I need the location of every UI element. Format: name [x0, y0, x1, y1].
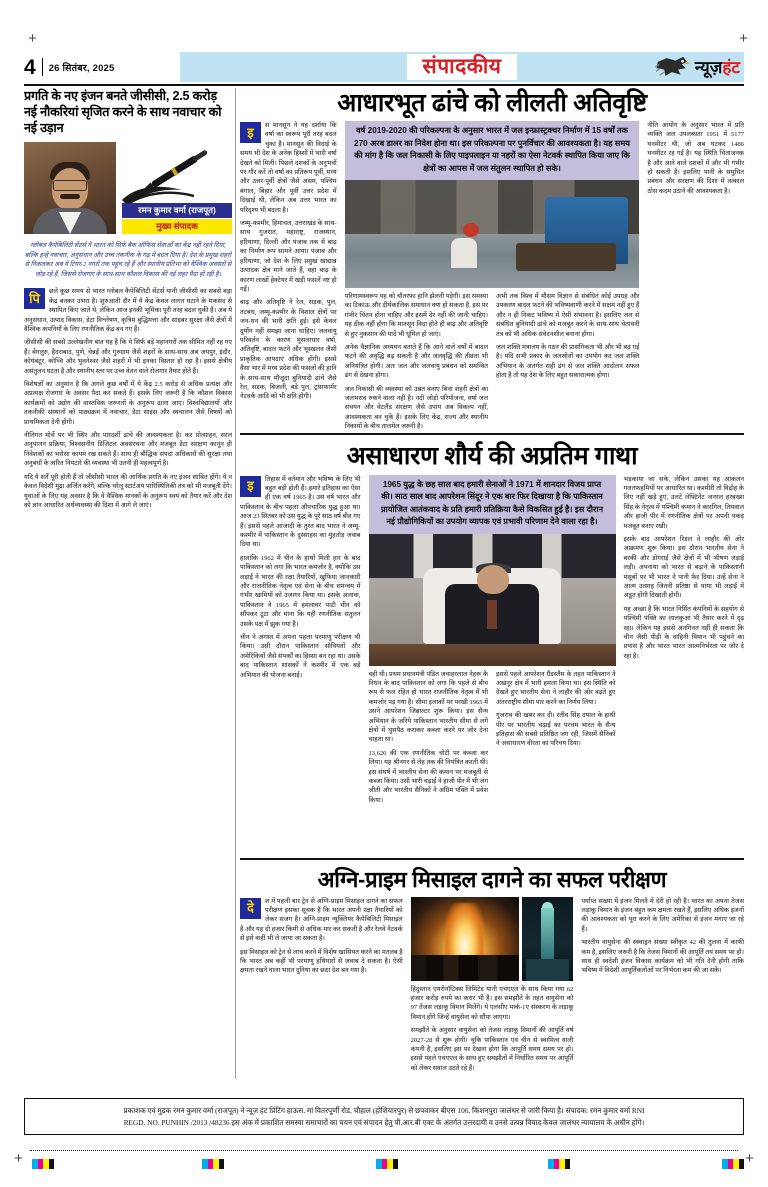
portrait-glasses [53, 180, 87, 191]
article3-paragraph: हिंदुस्तान एयरोनॉटिक्स लिमिटेड यानी एचएएल के साथ किया गया 62 हजार करोड़ रुपये का करार भी है। इस समझौते के तहत वायुसेना को 97 तेजस लड़ाकू विमान मिलेंगे। ये एलसीए मार्क-1ए संस्करण के लड़ाकू विमान होंगे जिन्हें वायुसेना को सौंपा जाएगा। [410, 985, 574, 1021]
article1-paragraph: परिणामस्वरूप यह को चौतरफा हानि झेलनी पड़ेगी। इस समस्या का टिकाऊ और दीर्घकालिक समाधान क्या हो सकता है, इस पर गंभीर चिंतन होना चाहिए और इसमें देर नहीं की जानी चाहिए। यह ठीक नहीं होगा कि मानसून विदा होते ही बाढ़ और अतिवृष्टि से हुए नुकसान की यादें भी धूमिल हो जाएं। [344, 293, 489, 338]
imprint-regd-no: REGD. NO. PUNHIN /2013 /48236 [123, 1117, 230, 1127]
article1-intro: वर्ष 2019-2020 की परिकल्पना के अनुसार भारत में जल इन्फ्रास्ट्रक्चर निर्माण में 15 वर्षों तक 270 अरब डालर का निवेश होना था। इस परिकल्पना पर पुनर्विचार की आवश्यकता है। यह समय की मांग है कि जल निकासी के लिए पाइपलाइन या नहरों का ऐसा नेटवर्क स्थापित किया जाए कि क्षेत्रों का आपस में जल संतुलन स्थापित हो सके। [345, 121, 640, 180]
article1-paragraph: बाढ़ और अतिवृष्टि ने रेल, सड़क, पुल, तटबंध, जम्मू-कश्मीर के विशाल क्षेत्रों पर जन-धन की भारी क्षति हुई। इसे केवल दुर्योग नहीं समझा जाना चाहिए। जलवायु परिवर्तन के कारण मूसलाधार वर्षा, अतिवृष्टि, बादल फटने और भूस्खलन जैसी प्राकृतिक आपदाएं अधिक होंगी। इससे वैसा भार में मध्य प्रदेश की फसलों की हानि के साथ-साथ मौजूदा बुनियादी ढांचे जैसे रेल, सड़क, बिजली, बड़े पुल, ट्रांसफार्मर नेटवर्क आदि को भी क्षति होगी। [240, 299, 337, 401]
article3-paragraph-text: श में पहली बार ट्रेन से अग्नि-प्राइम मिसाइल दागने का सफल परीक्षण इसका सूचक है कि भारत अपनी रक्षा तैयारियों को लेकर सजग है। अग्नि-प्राइम न्यूक्लियर कैपेबिलिटी मिसाइल है और यह दो हजार किमी से अधिक मार कर सकती है और रेलवे नेटवर्क से इसे कहीं भी ले जाया जा सकता है। [240, 897, 403, 943]
photo-tie [487, 600, 497, 629]
drop-cap: इ [240, 122, 261, 143]
editorial-paragraph: विशेषज्ञों का अनुमान है कि अगले कुछ वर्षों में ये केंद्र 2.5 करोड़ से अधिक प्रत्यक्ष और अप्रत्यक्ष रोजगार के अवसर पैदा कर सकते हैं। इसके लिए जरूरी है कि कौशल विकास कार्यक्रमों को उद्योग की वास्तविक जरूरतों के अनुरूप ढाला जाए। विश्वविद्यालयों और तकनीकी संस्थानों को पाठ्यक्रम में नवाचार, डेटा साइंस और स्वचालन जैसे विषयों को प्राथमिकता देनी होगी। [24, 381, 232, 426]
author-role: मुख्य संपादक [122, 219, 232, 234]
launcher-tower-photo [522, 897, 574, 981]
publication-date: 26 सितंबर, 2025 [48, 62, 115, 74]
drop-cap: पि [24, 288, 45, 309]
masthead [24, 52, 744, 82]
missile-photo-row [411, 897, 574, 981]
imprint-line-1 [35, 1105, 733, 1117]
article1-main-block [345, 121, 640, 436]
article2-paragraph [240, 475, 361, 550]
masthead-left [24, 52, 180, 82]
registration-mark [548, 1159, 570, 1169]
editorial-author-block [24, 142, 232, 234]
editorial-headline: प्रगति के नए इंजन बनते जीसीसी, 2.5 करोड़ नई नौकरियां सृजित करने के साथ नवाचार को नई उड़ान [24, 89, 222, 135]
article1-paragraph: अभी तक विश्व में मौसम विज्ञान से संबंधित कोई उपग्रह और उपकरण बादल फटने की भविष्यवाणी करने में सक्षम नहीं हुए हैं और न ही निकट भविष्य में ऐसी संभावना है। इसलिए जल से संबंधित बुनियादी ढांचे को मजबूत करने के साथ-साथ चेतावनी तंत्र को भी अधिक संवेदनशील बनाना होगा। [496, 293, 640, 338]
editorial-paragraph: नीतिगत मोर्चे पर भी स्थिर और पारदर्शी ढांचे की आवश्यकता है। कर प्रोत्साहन, सरल अनुपालन प्रक्रिया, विश्वसनीय डिजिटल अवसंरचना और मजबूत डेटा संरक्षण कानून ही निवेशकों का भरोसा कायम रख सकते हैं। साथ ही बौद्धिक संपदा अधिकारों की सुरक्षा तथा अनुबंधों के त्वरित निपटारे की व्यवस्था भी उतनी ही महत्वपूर्ण है। [24, 432, 232, 468]
page-number: 4 [24, 55, 36, 79]
editorial-standfirst: ग्लोबल कैपेबिलिटी सेंटर्स ने भारत को सिर्फ बैक ऑफिस सेवाओं का केंद्र नहीं रहने दिया, बल्कि इन्हें नवाचार, अनुसंधान और उच्च तकनीक के गढ़ में बदल दिया है। देश के प्रमुख शहरों से निकलकर अब ये टियर-2 नगरों तक पहुंच रहे हैं और स्थानीय प्रतिभा को वैश्विक अवसरों से जोड़ रहे हैं, जिससे रोजगार के साथ-साथ कौशल विकास की नई लहर पैदा हो रही है। [24, 242, 232, 278]
article3-column-1 [240, 897, 403, 1078]
article2-column-2 [369, 670, 489, 810]
article3-column-3 [581, 897, 744, 1078]
article3-paragraph: समझौते के अनुसार वायुसेना को तेजस लड़ाकू विमानों की आपूर्ति वर्ष 2027-28 से शुरू होगी। चूंकि पाकिस्तान एवं चीन से स्वामित्व वाली कंपनी है, इसलिए इस पर देखना होगा कि आपूर्ति समय समय पर हो। इससे पहले एचएएल के साथ हुए समझौतों में निर्धारित समय पर आपूर्ति को लेकर सवाल उठते रहे हैं। [410, 1027, 574, 1072]
pen-illustration-box [116, 142, 232, 234]
article1-column-1 [240, 121, 337, 436]
article1-headline: आधारभूत ढांचे को लीलती अतिवृष्टि [337, 89, 647, 117]
footer-imprint [24, 1098, 744, 1135]
crop-mark-icon: + [28, 30, 37, 47]
article2-top-rule [240, 433, 744, 435]
article1-paragraph [240, 121, 337, 215]
imprint-text-1: प्रकाशक एवं मुद्रक रमन कुमार वर्मा (राजपूत) ने न्यूज़ हंट प्रिंटिंग हाऊस, मां वितरपूर्णी रोड, चौहाल (होशियारपुर) से छपवाकर बीएस 106, किशनपुरा जालंधर से जारी किया है। संपादक: रमन कुमार वर्मा [123, 1106, 631, 1115]
article1-paragraph: जल निकासी की व्यवस्था को उन्नत बनाए बिना शहरी क्षेत्रों का जलभराव रुकने वाला नहीं है। नदी जोड़ो परियोजना, वर्षा जल संचयन और वेटलैंड संरक्षण जैसे उपाय अब विकल्प नहीं, आवश्यकता बन चुके हैं। इसके लिए केंद्र, राज्य और स्थानीय निकायों के बीच तालमेल जरूरी है। [344, 385, 489, 431]
registration-mark [32, 1159, 54, 1169]
photo-person-head [463, 223, 479, 237]
article3-top-rule [240, 858, 744, 860]
drop-cap: इ [240, 476, 261, 497]
article2-column-1 [240, 475, 361, 810]
photo-rickshaw [516, 243, 616, 271]
editorial-paragraph-text: छले कुछ समय से भारत ग्लोबल कैपेबिलिटी सेंटर्स यानी जीसीसी का सबसे बड़ा केंद्र बनकर उभरा है। शुरुआती दौर में ये केंद्र केवल लागत घटाने के मकसद से स्थापित किए जाते थे, लेकिन आज इनकी भूमिका पूरी तरह बदल चुकी है। अब ये अनुसंधान, उत्पाद विकास, डेटा विश्लेषण, कृत्रिम बुद्धिमत्ता और साइबर सुरक्षा जैसे क्षेत्रों में वैश्विक कंपनियों के लिए रणनीतिक केंद्र बन गए हैं। [24, 288, 232, 333]
article2-paragraph: 13,620 की एक रणनीतिक चोटी पर कब्जा कर लिया। यह श्रीनगर से लेह तक की नियंत्रित करती थी। इस संघर्ष में भारतीय सेना की कमान पर मजबूती से कब्जा किया। उसी भारी चढ़ाई ने हाजी पीर में भी जंग जीती और भारतीय सैनिकों ने अग्रिम पंक्ति में प्रवेश किया। [368, 749, 489, 804]
article2-paragraph: चीन ने अगस्त में अपना पहला परमाणु परीक्षण भी किया। उसी दौरान पाकिस्तान सोवियतों और अमेरिकियों जैसे संपर्कों का हिस्सा बन रहा था। उसके बाद पाकिस्तान शासकों ने कश्मीर में एक बड़े अभियान की योजना बनाई। [240, 634, 361, 679]
article2-column-4 [624, 475, 745, 810]
crop-mark-icon: + [14, 1150, 23, 1167]
article1-paragraph: जल शक्ति मंत्रालय के गठन की प्रासंगिकता भी और भी बढ़ गई है। यदि सभी प्रकार के जलस्रोतों का उपयोग कर जल शक्ति अभियान के अंतर्गत सही ढंग से जल शक्ति आंदोलन सफल होता है तो यह देश के लिए बहुत सकारात्मक होगा। [496, 344, 640, 380]
registration-mark [722, 1159, 744, 1169]
newspaper-logo [654, 54, 740, 80]
article2-paragraph-text: तिहास में वर्तमान और भविष्य के लिए भी बहुत बड़ी होती हैं। हमारे इतिहास का ऐसा ही एक वर्ष 1965 है। उस वर्ष भारत और पाकिस्तान के बीच पहला औपचारिक युद्ध हुआ था। आज 23 सितंबर को उस युद्ध के पूरे साठ वर्ष बीत गए हैं। इससे पहले आजादी के तुरंत बाद भारत ने जम्मू-कश्मीर में पाकिस्तान के दुस्साहस का मुंहतोड़ जवाब दिया था। [240, 475, 361, 549]
author-name: रमन कुमार वर्मा (राजपूत) [122, 203, 232, 218]
registration-mark [202, 1159, 224, 1169]
editor-portrait [24, 142, 116, 234]
logo-text [695, 59, 740, 76]
masthead-divider [42, 58, 43, 76]
article2-paragraph: भड़काया जा सके, लेकिन उसका यह आकलन गलतफहमियों पर आधारित था। कश्मीरी तो विद्रोह के लिए नहीं खड़े हुए, उलटे लेफ्टिनेंट जनरल हरबख्श सिंह के नेतृत्व में पश्चिमी कमान ने कारगिल, तिथवाल और हाजी पीर में रणनीतिक क्षेत्रों पर अपनी पकड़ मजबूत बनाए रखी। [623, 475, 745, 530]
registration-marks [24, 1159, 744, 1171]
photo-tower-shaft [541, 908, 553, 960]
editorial-column [24, 88, 232, 1079]
article2-main-block [369, 475, 616, 810]
imprint-rni: RNI [631, 1106, 645, 1115]
article3-paragraph: इस मिसाइल को ट्रेन से लांच करने में विशेष खासियत करने का मतलब है कि भारत अब कहीं भी परमाणु हथियारों से जवाब दे सकता है। ऐसी क्षमता रखने वाला भारत दुनिया का छठा देश बन गया है। [240, 948, 403, 975]
article3-paragraph [240, 897, 403, 944]
registration-mark [376, 1159, 398, 1169]
article2-column-3 [496, 670, 616, 810]
article1-column-3 [496, 292, 639, 436]
masthead-rule [24, 84, 744, 86]
logo-text-accent: हंट [722, 57, 740, 77]
article-missile [240, 858, 744, 1079]
photo-head [477, 565, 509, 594]
photo-person-body [451, 238, 477, 268]
leader-photo [369, 534, 616, 666]
fountain-pen-icon [120, 144, 224, 206]
article2-paragraph: गुंजराव की खबर कर दी। रतीव सिंह दयाल के हाथी पीर पर भारतीय चढ़ाई का परचम भारत के सैन्य इतिहास की सबसे प्रतिष्ठित जंग रही, जिसमें सैनिकों ने असाधारण वीरता का परिचय दिया। [496, 712, 616, 748]
article2-headline: असाधारण शौर्य की अप्रतिम गाथा [346, 441, 638, 470]
article-valour [240, 433, 744, 853]
article2-paragraph: वही थी। प्रथम प्रधानमंत्री पंडित जवाहरलाल नेहरू के निधन के बाद पाकिस्तान को लगा कि पहले से बीच रूप से फल रहित हो भारत राजनीतिक नेतृत्व में भी कमजोर पड़ गया है। सीमा इलाकों पर परखी 1965 में उसने आपरेशन जिब्राल्टर शुरू किया। इस सैन्य अभियान के जरिये पाकिस्तान भारतीय सीमा से लगे क्षेत्रों में घुसपैठ कराकर कब्जा करने पर जोर देना चाहता था। [368, 670, 489, 744]
articles-zone [240, 88, 744, 1079]
editorial-paragraph [24, 287, 232, 334]
article3-paragraph: भारतीय वायुसेना की स्क्वाड्रन संख्या स्वीकृत 42 की तुलना में काफी कम है, इसलिए जरूरी है कि तेजस विमानों की आपूर्ति तय समय पर हो। साथ ही स्वदेशी इंजन विकास कार्यक्रम को भी गति देनी होगी ताकि भविष्य में विदेशी आपूर्तिकर्ताओं पर निर्भरता कम की जा सके। [581, 939, 745, 975]
imprint-text-2: इस अंक में प्रकाशित समस्या समाचारों का चयन एवं संपादन हेतु पी.आर.बी एक्ट के अंतर्गत उत्तरदायी व उनसे उत्पन्न विवाद केवल जालंधर न्यायालय के अधीन होंगे। [231, 1117, 645, 1127]
section-band [180, 52, 744, 82]
crop-mark-icon: + [745, 1150, 754, 1167]
logo-text-primary: न्यूज़ [694, 57, 723, 77]
article1-column-2 [345, 292, 488, 436]
crop-mark-icon: + [739, 30, 748, 47]
article2-paragraph: इससे पहले आपरेशन ग्रैंडस्लैम के तहत पाकिस्तान ने अखनूर क्षेत्र में भारी हमला किया था। इस स्थिति को देखते हुए भारतीय सेना ने लाहौर की ओर बढ़ते हुए अंतरराष्ट्रीय सीमा पार करने का निर्णय लिया। [496, 670, 616, 706]
article2-paragraph: इसके बाद आपरेशन रिडल ने लाहौर की ओर आक्रमण शुरू किया। इस दौरान भारतीय सेना ने बरकी और डोगराई जैसे क्षेत्रों में भी भीषण लड़ाई लड़ी। अपनाया को भारत से बढ़ाने के पाकिस्तानी मंसूबों पर भी भारत ने पानी फेर दिया। उन्हें सेना ने आत्म उत्साह जितनी प्रतिष्ठा से पाया भी लड़ाई में अडूत होंगी दिखाती होगी। [623, 535, 745, 600]
article2-paragraph: यह अच्छा है कि भारत निर्मित कंपनियों के सहयोग से पश्चिमी पंक्ति का लालकुआं भी तैयार करने में दृढ़ रहा। लेकिन यह इससे अनगिनत नहीं ही सकता कि चीन जैसी पीड़ी के वाहिनी विमान भी पहुंचने का प्रयास है और भारत भारत आत्मनिर्भरता पर जोर दे रहा है। [623, 605, 745, 660]
article3-paragraph: पर्याप्त संख्या में इंजन मिलने में देरी हो रही है। भारत का अपना तेजस लड़ाकू विमान के इंजन बहुत कम क्षमता रखते हैं, इसलिए अधिक इंजनों की आवश्यकता को पूरा करने के लिए अमेरिका से इंजन मंगाए जा रहे हैं। [581, 897, 745, 933]
article1-column-4 [647, 121, 744, 436]
drop-cap: दे [240, 898, 261, 919]
article3-headline: अग्नि-प्राइम मिसाइल दागने का सफल परीक्षण [317, 866, 667, 892]
eagle-icon [654, 54, 692, 80]
article-infrastructure [240, 88, 745, 431]
editorial-paragraph: जीसीसी की सबसे उल्लेखनीय बात यह है कि ये सिर्फ बड़े महानगरों तक सीमित नहीं रह गए हैं। बेंगलुरु, हैदराबाद, पुणे, चेन्नई और गुरुग्राम जैसे शहरों के साथ-साथ अब जयपुर, इंदौर, कोयंबटूर, कोच्चि और भुवनेश्वर जैसे शहरों में भी इनका विस्तार हो रहा है। इससे क्षेत्रीय असंतुलन घटता है और स्थानीय स्तर पर उच्च वेतन वाले रोजगार तैयार होते हैं। [24, 339, 232, 375]
column-divider [235, 88, 236, 1079]
imprint-line-2 [35, 1117, 733, 1129]
footer-dotted-rule [30, 1150, 738, 1151]
article3-column-2 [411, 897, 574, 1078]
article1-paragraph: अनेक वैज्ञानिक अध्ययन बताते हैं कि आने वाले वर्षों में बादल फटने की अवृद्धि बढ़ सकती है और जलवृद्धि की तीव्रता भी अनियंत्रित होगी। अतः जल और जलवायु प्रबंधन को समन्वित ढंग से देखना होगा। [344, 344, 489, 380]
article1-paragraph-text: स मानसून ने यह दर्शाया कि वर्षा का स्वरूप पूरी तरह बदल चुका है। मानसून की विदाई के समय भी देश के अनेक हिस्सों में भारी वर्षा देखने को मिली। पिछले दशकों के अनुभवों पर गौर करें तो वर्षा का प्रतिरूप पूर्वी, मध्य और उत्तर-पूर्वी क्षेत्रों जैसे असम, पश्चिम बंगाल, बिहार और पूर्वी उत्तर प्रदेश में दिखाई थी, लेकिन अब उत्तर भारत का परिदृश्य भी बदला है। [240, 122, 337, 214]
photo-tower-base [526, 959, 569, 981]
missile-launch-photo [411, 897, 519, 981]
photo-desk [369, 644, 616, 665]
editorial-body [24, 287, 232, 510]
portrait-moustache [60, 194, 80, 199]
article1-paragraph: नीति आयोग के अनुसार भारत में प्रति व्यक्ति जल उपलब्धता 1951 में 5177 घनमीटर थी, जो अब घटकर 1486 घनमीटर रह गई है। यह स्थिति चिंताजनक है और आने वाले दशकों में और भी गंभीर हो सकती है। इसलिए पानी के समुचित प्रबंधन और संरक्षण की दिशा में तत्काल ठोस कदम उठाने की आवश्यकता है। [647, 122, 745, 195]
article2-paragraph: हालांकि 1962 में चीन के हाथों मिली हार के बाद पाकिस्तान को लगा कि भारत कमजोर है, क्योंकि उस लड़ाई ने भारत की रक्षा तैयारियों, खुफिया जानकारी और राजनीतिक नेतृत्व एवं सेना के बीच समन्वय में गंभीर खामियों को उजागर किया था। इसके अलावा, पाकिस्तान ने 1965 में हमलावर पाटी चीन को सौंपकर टूटा और माना कि यही रणनीतिक संतुलन उसके पक्ष में झुक गया है। [240, 554, 361, 628]
photo-treeline [411, 955, 519, 980]
editorial-paragraph: यदि ये शर्तें पूरी होती हैं तो जीसीसी भारत की आर्थिक प्रगति के नए इंजन साबित होंगे। ये न केवल विदेशी मुद्रा अर्जित करेंगे, बल्कि घरेलू स्टार्टअप पारिस्थितिकी तंत्र को भी मजबूती देंगे। युवाओं के लिए यह अवसर है कि वे वैश्विक मानकों के अनुरूप स्वयं को तैयार करें और देश को ज्ञान आधारित अर्थव्यवस्था की दिशा में आगे ले जाएं। [24, 473, 232, 509]
flood-photo [345, 180, 640, 288]
article1-paragraph: जम्मू-कश्मीर, हिमाचल, उत्तराखंड के साथ-साथ गुजरात, महाराष्ट्र, राजस्थान, हरियाणा, दिल्ली और पंजाब तक में बाढ़ का निर्माण रूप सामने आया। पंजाब और हरियाणा, जो देश के लिए प्रमुख खाद्यान्न उत्पादक क्षेत्र माने जाते हैं, वहां बाढ़ के कारण लाखों हेक्टेयर में खड़ी फसलें नष्ट हो गईं। [240, 220, 337, 293]
section-title: संपादकीय [407, 54, 518, 80]
article2-intro: 1965 युद्ध के छह साल बाद हमारी सेनाओं ने 1971 में शानदार विजय प्राप्त की। साठ साल बाद आपरेशन सिंदूर ने एक बार फिर दिखाया है कि पाकिस्तान प्रायोजित आतंकवाद के प्रति हमारी प्रतिक्रिया कैसे विकसित हुई है। इस दौरान नई प्रौद्योगिकियों का उपयोग व्यापक एवं प्रभावी परिणाम देने वाला रहा है। [369, 475, 616, 534]
page-content [24, 88, 744, 1079]
